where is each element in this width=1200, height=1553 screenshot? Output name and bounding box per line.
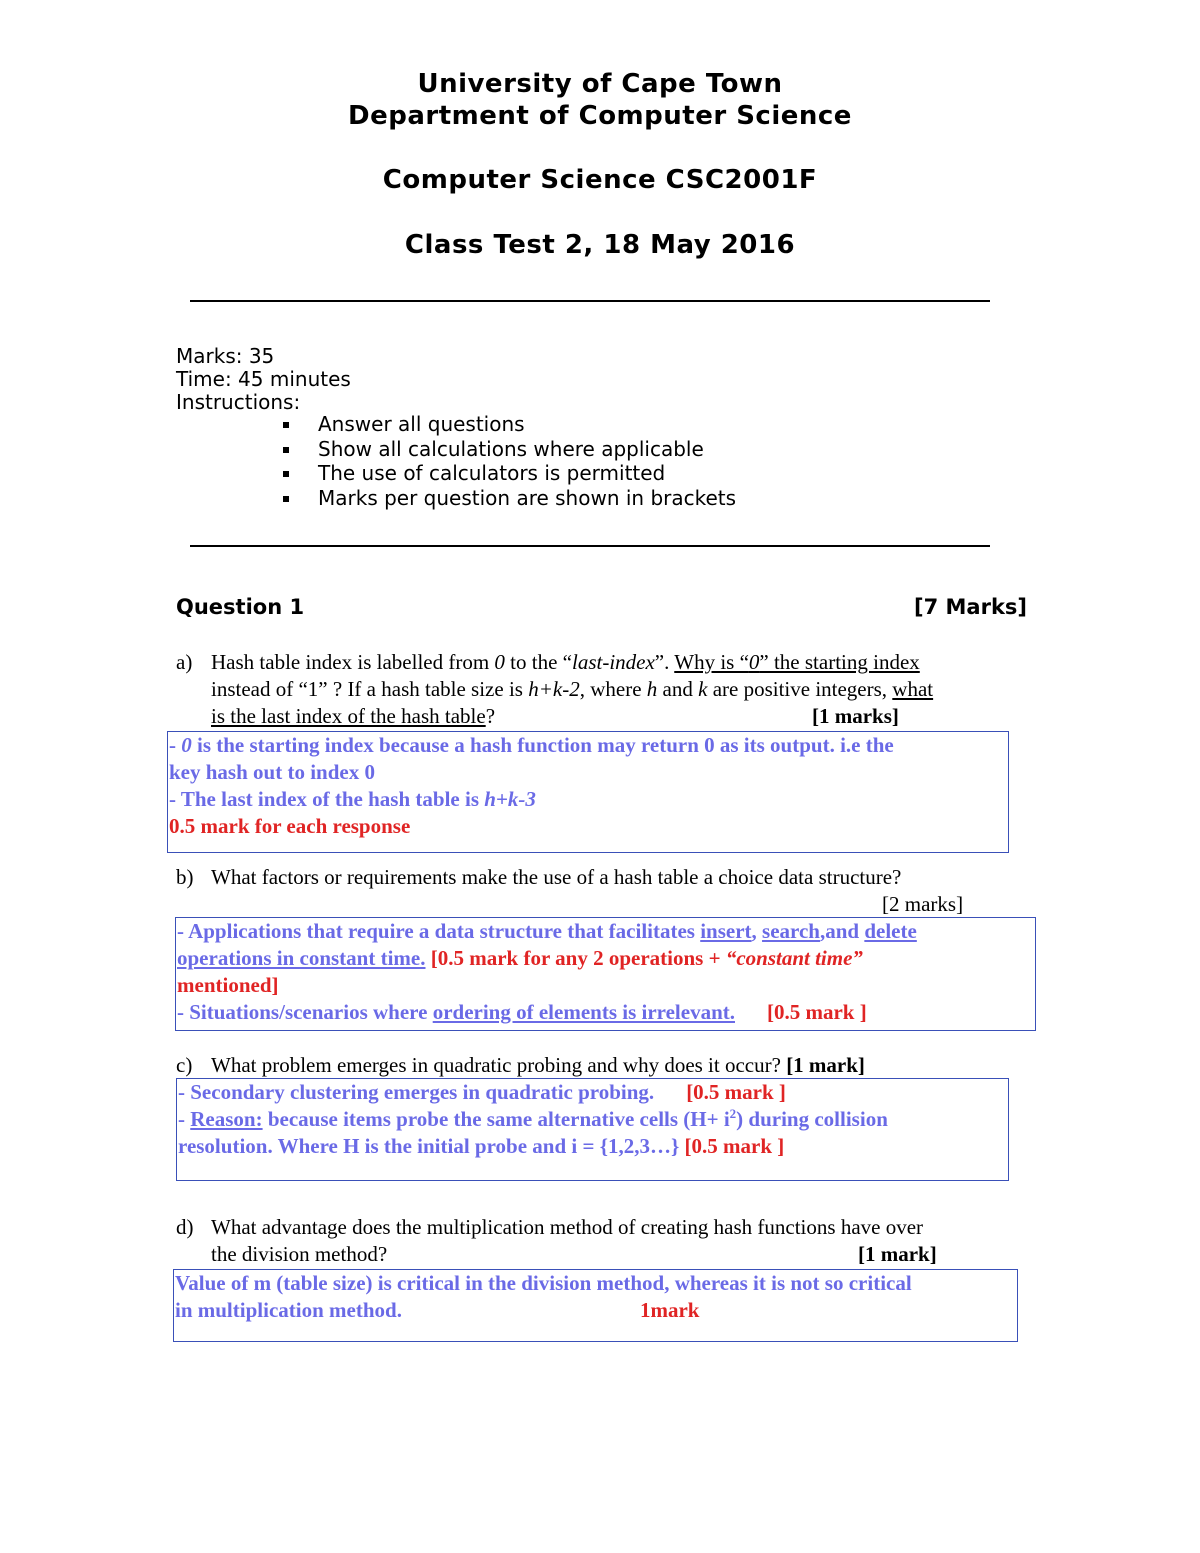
question-title: Question 1 [176, 595, 305, 619]
instructions-label: Instructions: [176, 390, 301, 414]
marks-info: Marks: 35 [176, 344, 275, 368]
time-info: Time: 45 minutes [176, 367, 351, 391]
answer-line: in multiplication method. 1mark [175, 1298, 700, 1322]
answer-line: - The last index of the hash table is h+k-3 [169, 787, 536, 811]
university-title: University of Cape Town [417, 69, 783, 99]
part-a-marks: [1 marks] [812, 704, 899, 728]
part-a-line-1: Hash table index is labelled from 0 to the “last-index”. Why is “0” the starting index [211, 650, 920, 674]
part-a-line-3: is the last index of the hash table? [211, 704, 496, 728]
course-title: Computer Science CSC2001F [382, 165, 818, 195]
part-d-answer-box [173, 1269, 1018, 1342]
part-a-label: a) [176, 650, 193, 674]
answer-line: - 0 is the starting index because a hash function may return 0 as its output. i.e the [169, 733, 894, 757]
instruction-item: Answer all questions [283, 412, 736, 437]
part-d-question-line-2: the division method? [211, 1242, 388, 1266]
part-b-marks: [2 marks] [882, 892, 964, 916]
part-c-answer-box [176, 1078, 1009, 1181]
instruction-item: Show all calculations where applicable [283, 437, 736, 462]
instructions-list [283, 412, 736, 510]
answer-marking-note: 0.5 mark for each response [169, 814, 411, 838]
instruction-item: Marks per question are shown in brackets [283, 486, 736, 511]
part-c-question: What problem emerges in quadratic probing and why does it occur? [1 mark] [211, 1053, 865, 1077]
answer-marking-note: mentioned] [177, 973, 279, 997]
answer-line: - Secondary clustering emerges in quadratic probing. [0.5 mark ] [178, 1080, 786, 1104]
answer-line: operations in constant time. [0.5 mark for any 2 operations + “constant time” [177, 946, 863, 970]
answer-line: key hash out to index 0 [169, 760, 375, 784]
part-d-label: d) [176, 1215, 194, 1239]
instruction-item: The use of calculators is permitted [283, 461, 736, 486]
top-divider [190, 300, 990, 302]
part-c-marks: [1 mark] [786, 1053, 865, 1077]
part-a-line-2: instead of “1” ? If a hash table size is h+k-2, where h and k are positive integers, what [211, 677, 934, 701]
answer-line: - Situations/scenarios where ordering of elements is irrelevant. [0.5 mark ] [177, 1000, 867, 1024]
answer-line: resolution. Where H is the initial probe and i = {1,2,3…} [0.5 mark ] [178, 1134, 785, 1158]
part-b-question: What factors or requirements make the use of a hash table a choice data structure? [211, 865, 902, 889]
part-a-answer-box [167, 731, 1009, 853]
question-marks: [7 Marks] [914, 595, 1028, 619]
test-title: Class Test 2, 18 May 2016 [404, 230, 796, 260]
answer-line: Value of m (table size) is critical in the division method, whereas it is not so critical [175, 1271, 912, 1295]
department-title: Department of Computer Science [348, 101, 852, 131]
answer-line: - Reason: because items probe the same alternative cells $(H+ i^2)$ during collision [178, 1106, 888, 1131]
part-c-label: c) [176, 1053, 193, 1077]
part-d-question-line-1: What advantage does the multiplication method of creating hash functions have over [211, 1215, 924, 1239]
bottom-divider [190, 545, 990, 547]
part-d-marks: [1 mark] [858, 1242, 937, 1266]
part-b-answer-box [175, 917, 1036, 1031]
part-b-label: b) [176, 865, 194, 889]
answer-line: - Applications that require a data structure that facilitates insert, search,and delete [177, 919, 917, 943]
